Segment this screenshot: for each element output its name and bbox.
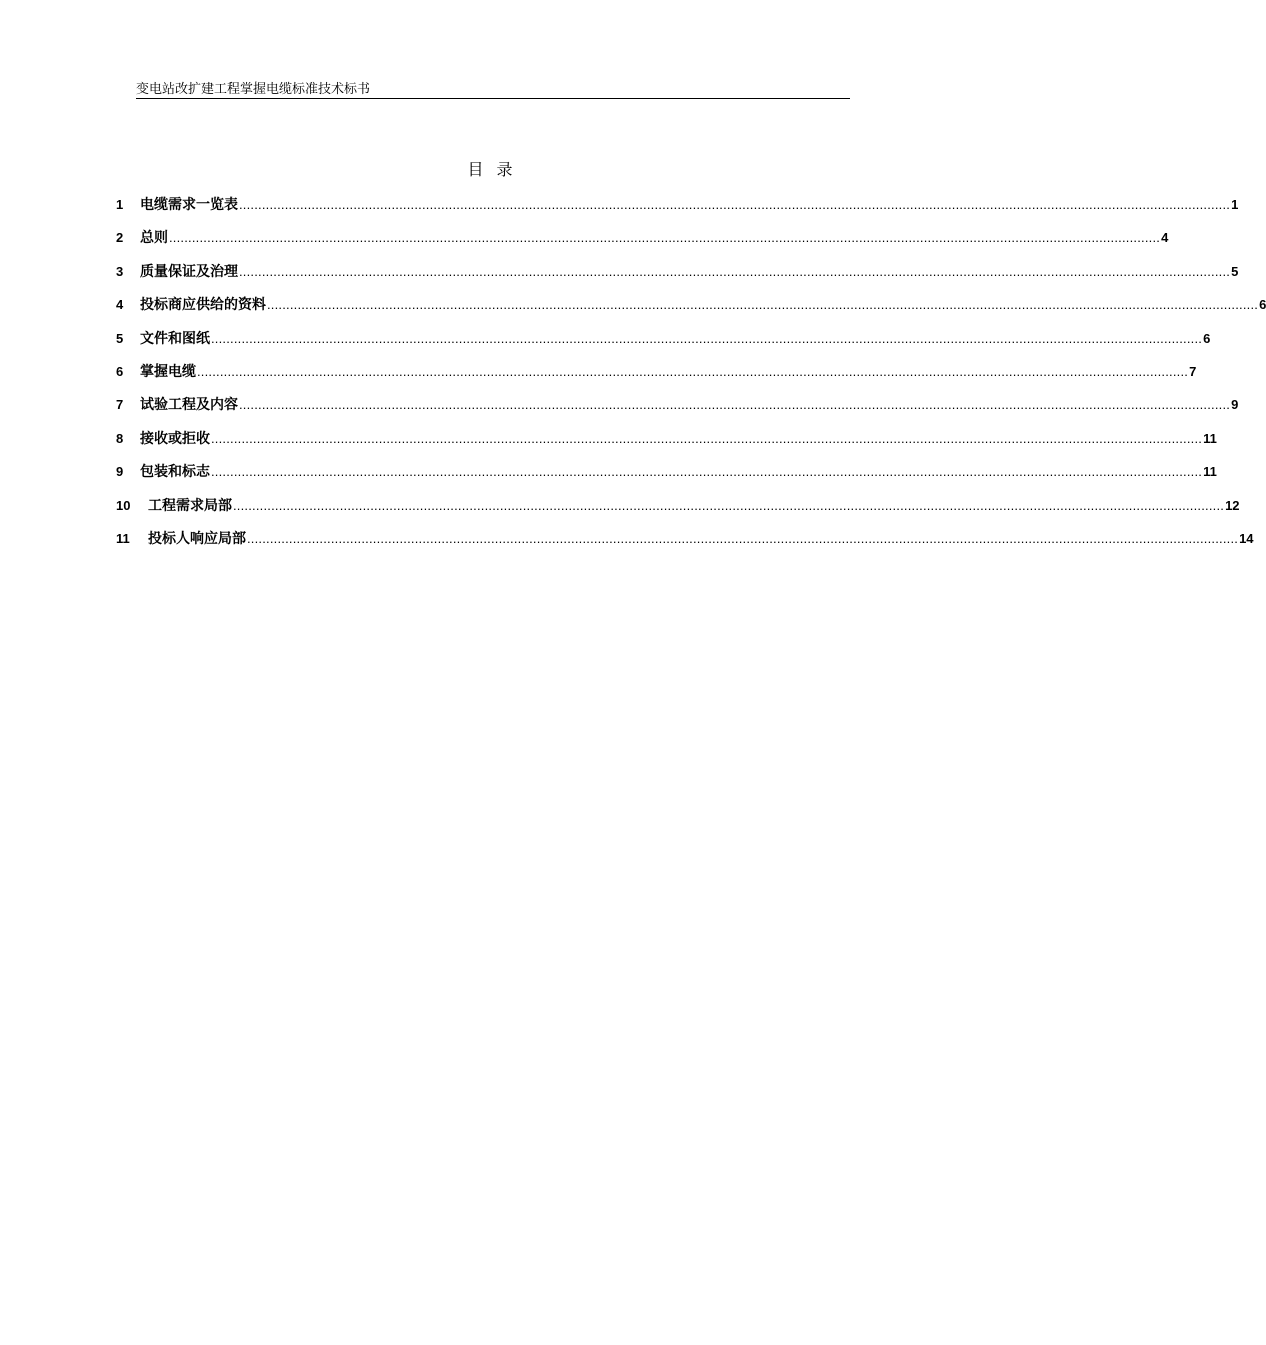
toc-entry-page: 7 xyxy=(1189,363,1197,379)
toc-entry-number: 8 xyxy=(116,430,124,446)
toc-entry-label: 文件和图纸 xyxy=(140,330,210,347)
toc-entry[interactable] xyxy=(116,361,1197,394)
toc-dot-leader: .................................................................................................................................................................................................................................................................... xyxy=(267,297,1259,313)
toc-entry-number: 7 xyxy=(116,397,124,413)
toc-entry[interactable] xyxy=(116,461,1217,494)
toc-entry-page: 9 xyxy=(1231,397,1239,413)
toc-dot-leader: .................................................................................................................................................................................................................................................................... xyxy=(239,397,1231,413)
toc-entry[interactable] xyxy=(116,294,1266,327)
toc-entry-label: 接收或拒收 xyxy=(140,430,210,447)
toc-entry-page: 11 xyxy=(1203,430,1217,446)
toc-entry-number: 5 xyxy=(116,330,124,346)
document-title: 变电站改扩建工程掌握电缆标准技术标书 xyxy=(136,82,371,97)
toc-entry-page: 14 xyxy=(1239,530,1254,546)
toc-dot-leader: .................................................................................................................................................................................................................................................................... xyxy=(239,263,1231,279)
toc-entry-number: 2 xyxy=(116,230,124,246)
toc-entry-page: 6 xyxy=(1203,330,1211,346)
toc-entry-number: 10 xyxy=(116,497,131,513)
toc-entry-page: 11 xyxy=(1203,464,1217,480)
toc-entry-page: 5 xyxy=(1231,263,1239,279)
toc-entry-number: 11 xyxy=(116,530,130,546)
toc-dot-leader: .................................................................................................................................................................................................................................................................... xyxy=(169,230,1161,246)
toc-dot-leader: .................................................................................................................................................................................................................................................................... xyxy=(197,363,1189,379)
toc-entry-number: 1 xyxy=(116,197,124,212)
toc-dot-leader: .................................................................................................................................................................................................................................................................... xyxy=(211,430,1203,446)
toc-dot-leader: .................................................................................................................................................................................................................................................................... xyxy=(211,464,1203,480)
toc-entry-label: 质量保证及治理 xyxy=(140,263,238,280)
toc-entry-label: 总则 xyxy=(140,230,168,247)
toc-entry-label: 包装和标志 xyxy=(140,464,210,481)
toc-entry[interactable] xyxy=(116,394,1239,427)
toc-entry-number: 6 xyxy=(116,363,124,379)
toc-entry[interactable] xyxy=(116,528,1254,561)
toc-entry-label: 工程需求局部 xyxy=(148,497,232,514)
toc-entry-label: 电缆需求一览表 xyxy=(140,197,238,213)
toc-entry-label: 投标商应供给的资料 xyxy=(140,297,266,314)
toc-title: 目 录 xyxy=(467,160,517,179)
toc-entry[interactable] xyxy=(116,328,1211,361)
toc-entry-label: 掌握电缆 xyxy=(140,363,196,380)
toc-dot-leader: .................................................................................................................................................................................................................................................................... xyxy=(211,330,1203,346)
toc-entry-page: 1 xyxy=(1231,197,1239,212)
toc-entry[interactable] xyxy=(116,495,1240,528)
toc-entry-number: 3 xyxy=(116,263,124,279)
toc-entry[interactable] xyxy=(116,261,1239,294)
toc-entry-page: 4 xyxy=(1161,230,1169,246)
page-header xyxy=(136,82,850,99)
toc-dot-leader: .................................................................................................................................................................................................................................................................... xyxy=(239,197,1231,212)
toc-entry-label: 投标人响应局部 xyxy=(148,530,246,547)
toc-entry[interactable] xyxy=(116,227,1169,260)
toc-dot-leader: .................................................................................................................................................................................................................................................................... xyxy=(247,530,1239,546)
toc-dot-leader: .................................................................................................................................................................................................................................................................... xyxy=(233,497,1225,513)
toc-entry-page: 12 xyxy=(1225,497,1240,513)
toc-entry[interactable] xyxy=(116,428,1217,461)
toc-entry-page: 6 xyxy=(1259,297,1266,313)
toc-entry-number: 9 xyxy=(116,464,124,480)
toc-entry-number: 4 xyxy=(116,297,124,313)
toc-entry[interactable] xyxy=(116,194,1239,227)
toc-entry-label: 试验工程及内容 xyxy=(140,397,238,414)
table-of-contents xyxy=(116,194,1266,561)
